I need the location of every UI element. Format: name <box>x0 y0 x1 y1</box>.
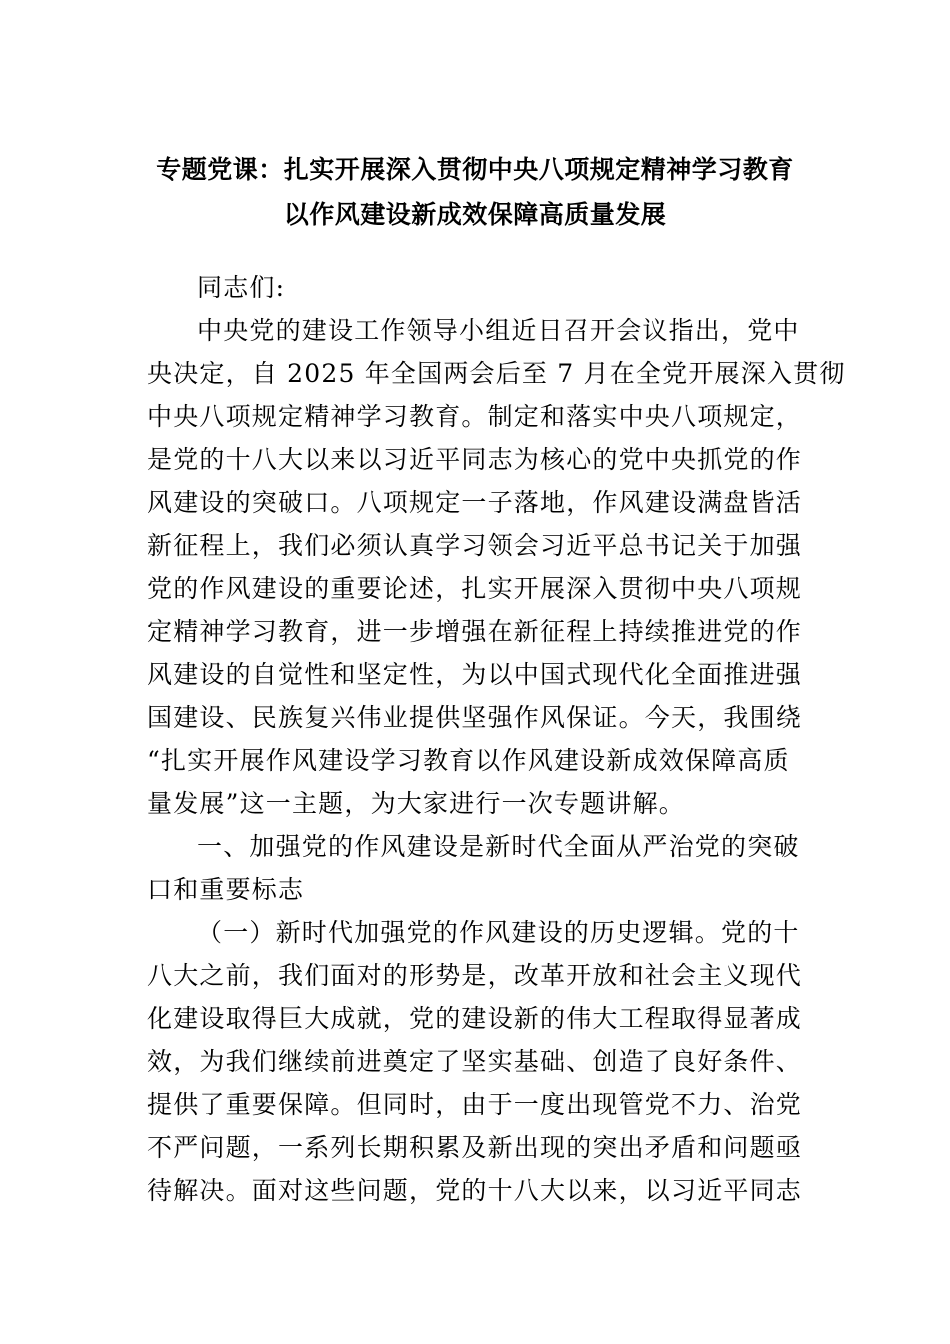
body-line: 八大之前，我们面对的形势是，改革开放和社会主义现代 <box>147 961 803 990</box>
body-line: 定精神学习教育，进一步增强在新征程上持续推进党的作 <box>147 617 803 646</box>
body-line: 效，为我们继续前进奠定了坚实基础、创造了良好条件、 <box>147 1047 803 1076</box>
body-line: 新征程上，我们必须认真学习领会习近平总书记关于加强 <box>147 531 803 560</box>
body-line: 是党的十八大以来以习近平同志为核心的党中央抓党的作 <box>147 445 803 474</box>
body-line: 风建设的突破口。八项规定一子落地，作风建设满盘皆活 <box>147 488 803 517</box>
salutation: 同志们: <box>197 273 286 302</box>
body-line: 党的作风建设的重要论述，扎实开展深入贯彻中央八项规 <box>147 574 803 603</box>
body-line: 风建设的自觉性和坚定性，为以中国式现代化全面推进强 <box>147 660 803 689</box>
body-line: 央决定，自 2025 年全国两会后至 7 月在全党开展深入贯彻 <box>147 359 846 388</box>
body-line: （一）新时代加强党的作风建设的历史逻辑。党的十 <box>197 918 800 947</box>
body-line: 中央八项规定精神学习教育。制定和落实中央八项规定， <box>147 402 803 431</box>
body-line: 中央党的建设工作领导小组近日召开会议指出，党中 <box>197 316 800 345</box>
body-line: 提供了重要保障。但同时，由于一度出现管党不力、治党 <box>147 1090 803 1119</box>
body-line: 待解决。面对这些问题，党的十八大以来，以习近平同志 <box>147 1176 803 1205</box>
body-line: 量发展”这一主题，为大家进行一次专题讲解。 <box>147 789 685 818</box>
section-heading-line: 口和重要标志 <box>147 875 305 904</box>
section-heading-line: 一、加强党的作风建设是新时代全面从严治党的突破 <box>197 832 800 861</box>
document-title-line-1: 专题党课：扎实开展深入贯彻中央八项规定精神学习教育 <box>156 155 794 184</box>
body-line: 不严问题，一系列长期积累及新出现的突出矛盾和问题亟 <box>147 1133 803 1162</box>
document-title-line-2: 以作风建设新成效保障高质量发展 <box>283 200 667 229</box>
body-line: 国建设、民族复兴伟业提供坚强作风保证。今天，我围绕 <box>147 703 803 732</box>
body-line: “扎实开展作风建设学习教育以作风建设新成效保障高质 <box>147 746 790 775</box>
body-line: 化建设取得巨大成就，党的建设新的伟大工程取得显著成 <box>147 1004 803 1033</box>
